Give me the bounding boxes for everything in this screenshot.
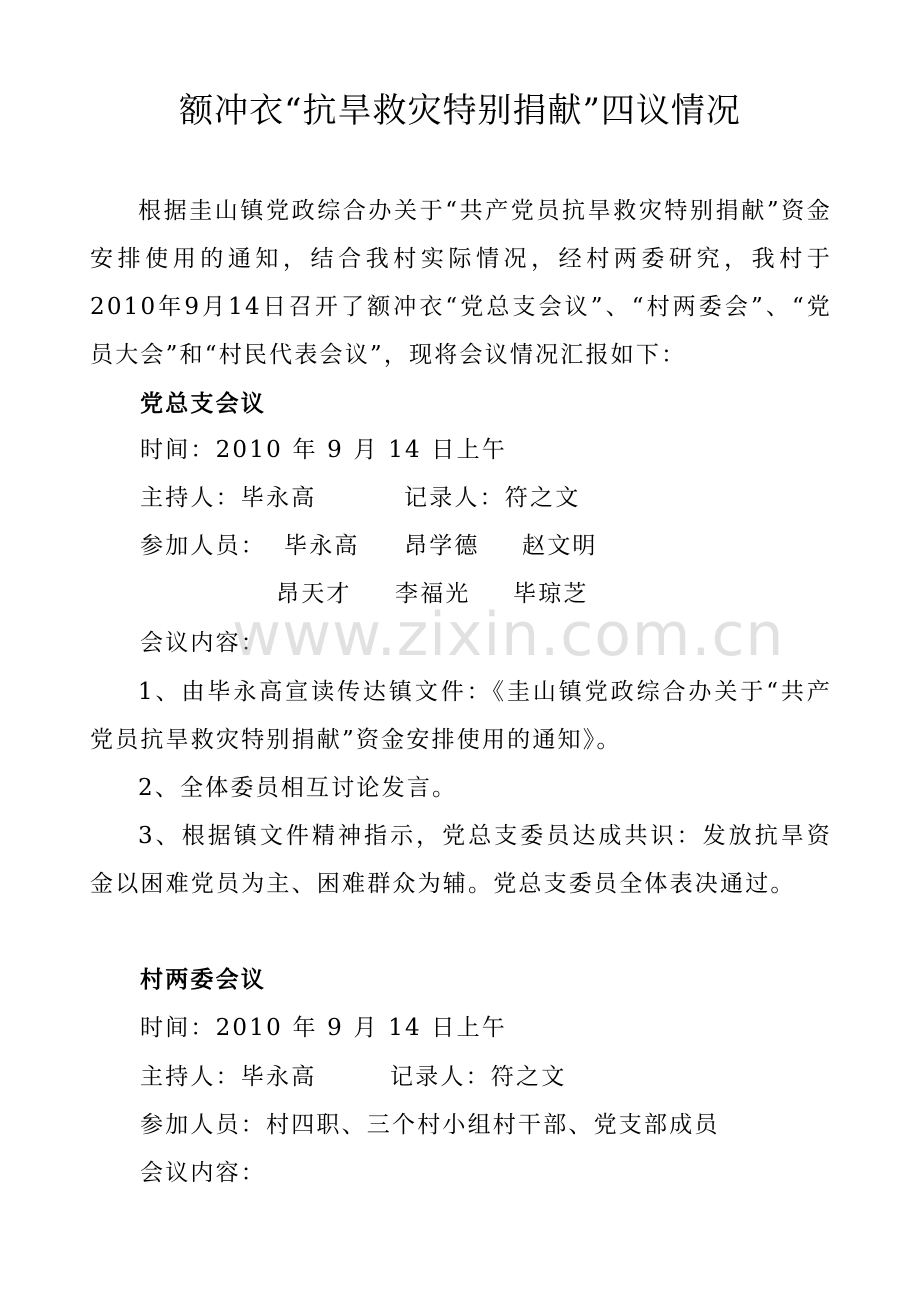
section1-time: 时间：2010 年 9 月 14 日上午 (140, 437, 507, 463)
participant-name: 昂天才 (276, 581, 352, 607)
section1-participants-label: 参加人员： (140, 533, 266, 559)
section2-host: 主持人：毕永高 (140, 1064, 317, 1090)
section1-item-3: 3、根据镇文件精神指示，党总支委员达成共识：发放抗旱资金以困难党员为主、困难群众为辅。党总支委员全体表决通过。 (90, 823, 832, 897)
section2-time: 时间：2010 年 9 月 14 日上午 (140, 1015, 507, 1041)
participant-name: 昂学德 (404, 533, 480, 559)
section2-recorder: 记录人：符之文 (390, 1064, 567, 1090)
section2-content-label: 会议内容： (140, 1160, 266, 1186)
participant-name: 李福光 (395, 581, 471, 607)
intro-paragraph: 根据圭山镇党政综合办关于“共产党员抗旱救灾特别捐献”资金安排使用的通知，结合我村实际情况，经村两委研究，我村于2010年9月14日召开了额冲衣“党总支会议”、“村两委会”、“党员大会”和“村民代表会议”，现将会议情况汇报如下： (90, 198, 832, 368)
section1-heading: 党总支会议 (140, 390, 266, 417)
participant-name: 毕琼芝 (513, 581, 589, 607)
section1-item-2: 2、全体委员相互讨论发言。 (138, 775, 458, 801)
document-title: 额冲衣“抗旱救灾特别捐献”四议情况 (179, 91, 741, 131)
watermark: www.zixin.com.cn (232, 600, 785, 670)
section2-heading: 村两委会议 (140, 966, 266, 993)
section1-content-label: 会议内容： (140, 630, 266, 656)
participant-name: 毕永高 (284, 533, 360, 559)
section1-recorder: 记录人：符之文 (404, 485, 581, 511)
section1-host: 主持人：毕永高 (140, 485, 317, 511)
participant-name: 赵文明 (522, 533, 598, 559)
section1-item-1: 1、由毕永高宣读传达镇文件：《圭山镇党政综合办关于“共产党员抗旱救灾特别捐献”资金安排使用的通知》。 (90, 679, 832, 753)
section2-participants: 参加人员：村四职、三个村小组村干部、党支部成员 (140, 1112, 720, 1138)
